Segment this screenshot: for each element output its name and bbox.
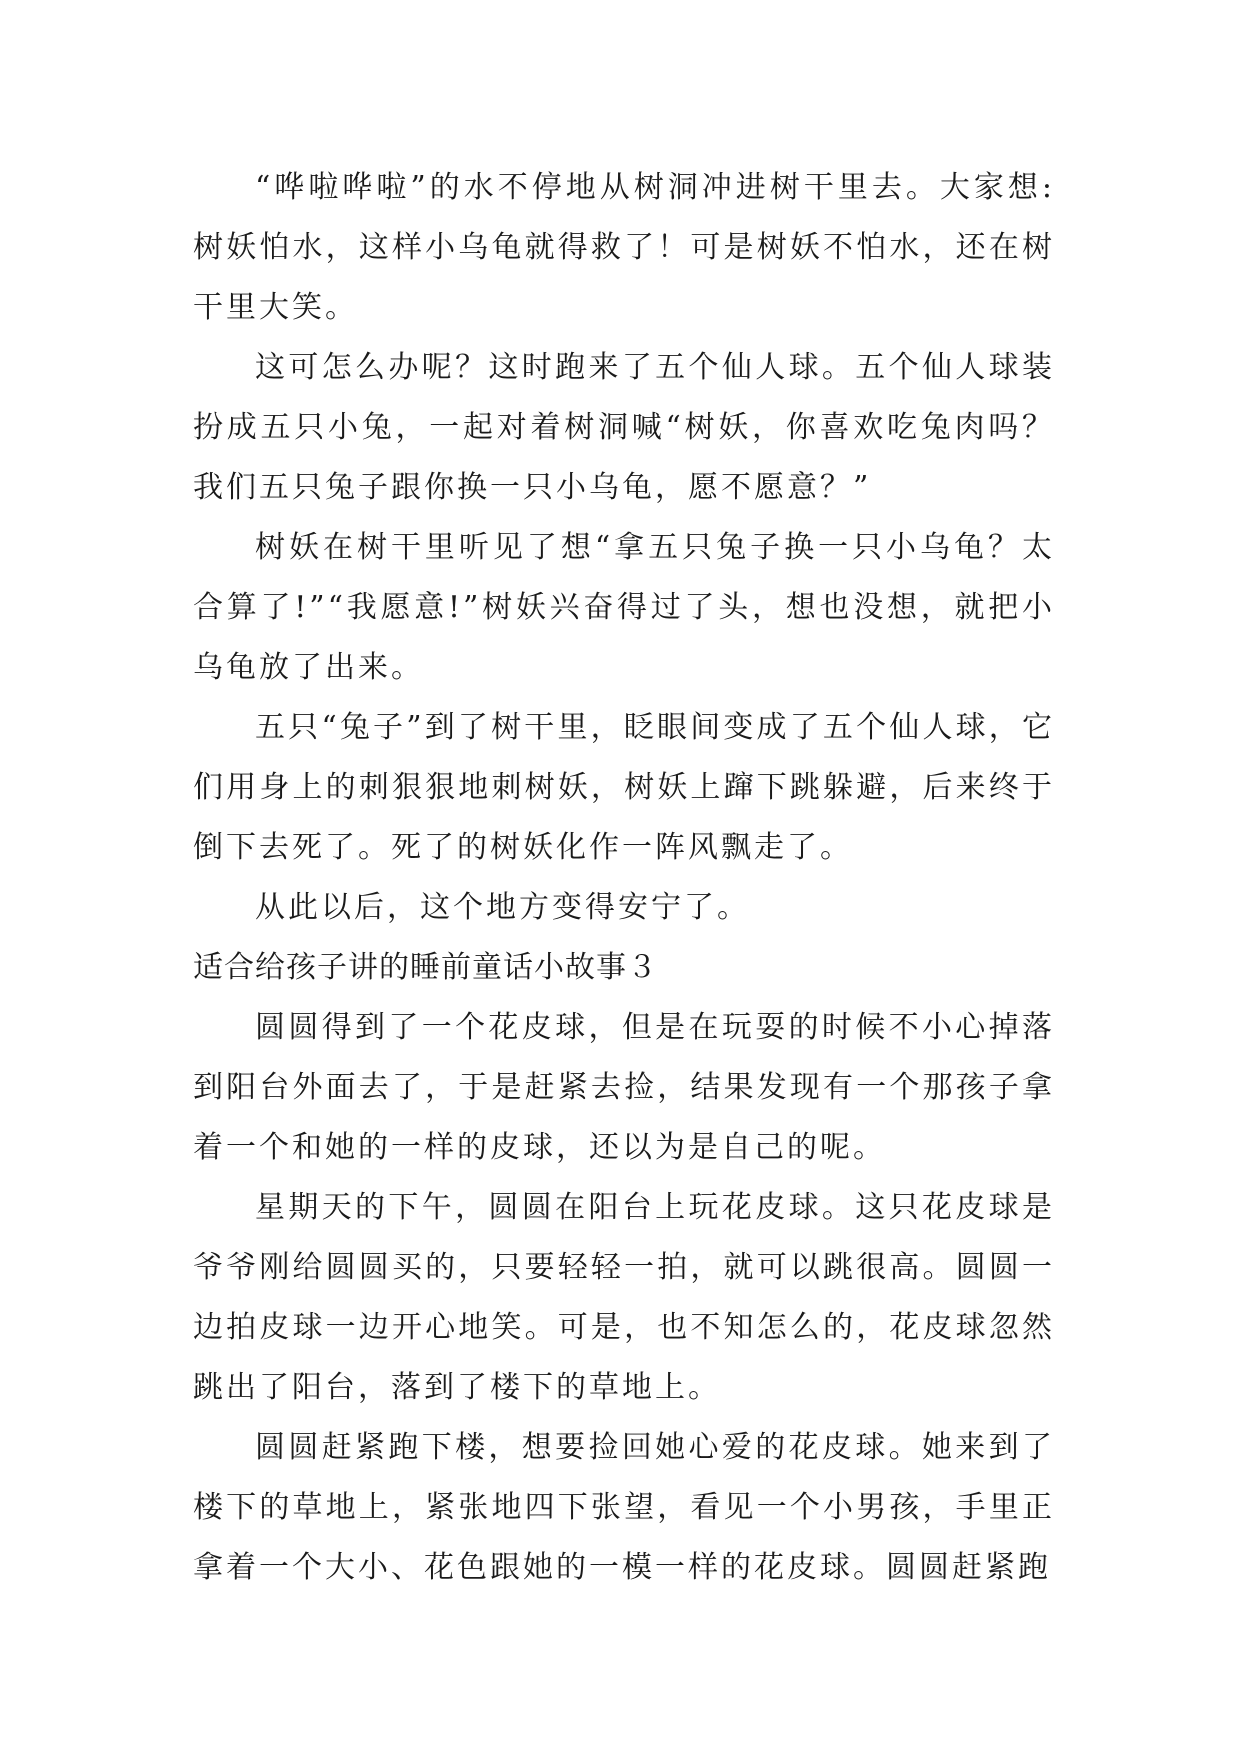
section-heading: 适合给孩子讲的睡前童话小故事３	[193, 950, 658, 985]
document-body	[193, 158, 1055, 1598]
paragraph: “哗啦哗啦”的水不停地从树洞冲进树干里去。大家想:树妖怕水，这样小乌龟就得救了！可是树妖不怕水，还在树干里大笑。	[193, 170, 1055, 325]
paragraph: 五只“兔子”到了树干里，眨眼间变成了五个仙人球，它们用身上的刺狠狠地刺树妖，树妖上蹿下跳躲避，后来终于倒下去死了。死了的树妖化作一阵风飘走了。	[193, 710, 1055, 865]
paragraph: 圆圆赶紧跑下楼，想要捡回她心爱的花皮球。她来到了楼下的草地上，紧张地四下张望，看见一个小男孩，手里正拿着一个大小、花色跟她的一模一样的花皮球。圆圆赶紧跑	[193, 1430, 1055, 1585]
paragraph: 这可怎么办呢？这时跑来了五个仙人球。五个仙人球装扮成五只小兔，一起对着树洞喊“树妖，你喜欢吃兔肉吗？我们五只兔子跟你换一只小乌龟，愿不愿意？”	[193, 350, 1055, 505]
paragraph: 树妖在树干里听见了想“拿五只兔子换一只小乌龟？太合算了!”“我愿意!”树妖兴奋得过了头，想也没想，就把小乌龟放了出来。	[193, 530, 1055, 685]
paragraph: 星期天的下午，圆圆在阳台上玩花皮球。这只花皮球是爷爷刚给圆圆买的，只要轻轻一拍，就可以跳很高。圆圆一边拍皮球一边开心地笑。可是，也不知怎么的，花皮球忽然跳出了阳台，落到了楼下的草地上。	[193, 1190, 1055, 1405]
paragraph: 圆圆得到了一个花皮球，但是在玩耍的时候不小心掉落到阳台外面去了，于是赶紧去捡，结果发现有一个那孩子拿着一个和她的一样的皮球，还以为是自己的呢。	[193, 1010, 1055, 1165]
paragraph: 从此以后，这个地方变得安宁了。	[255, 890, 750, 925]
